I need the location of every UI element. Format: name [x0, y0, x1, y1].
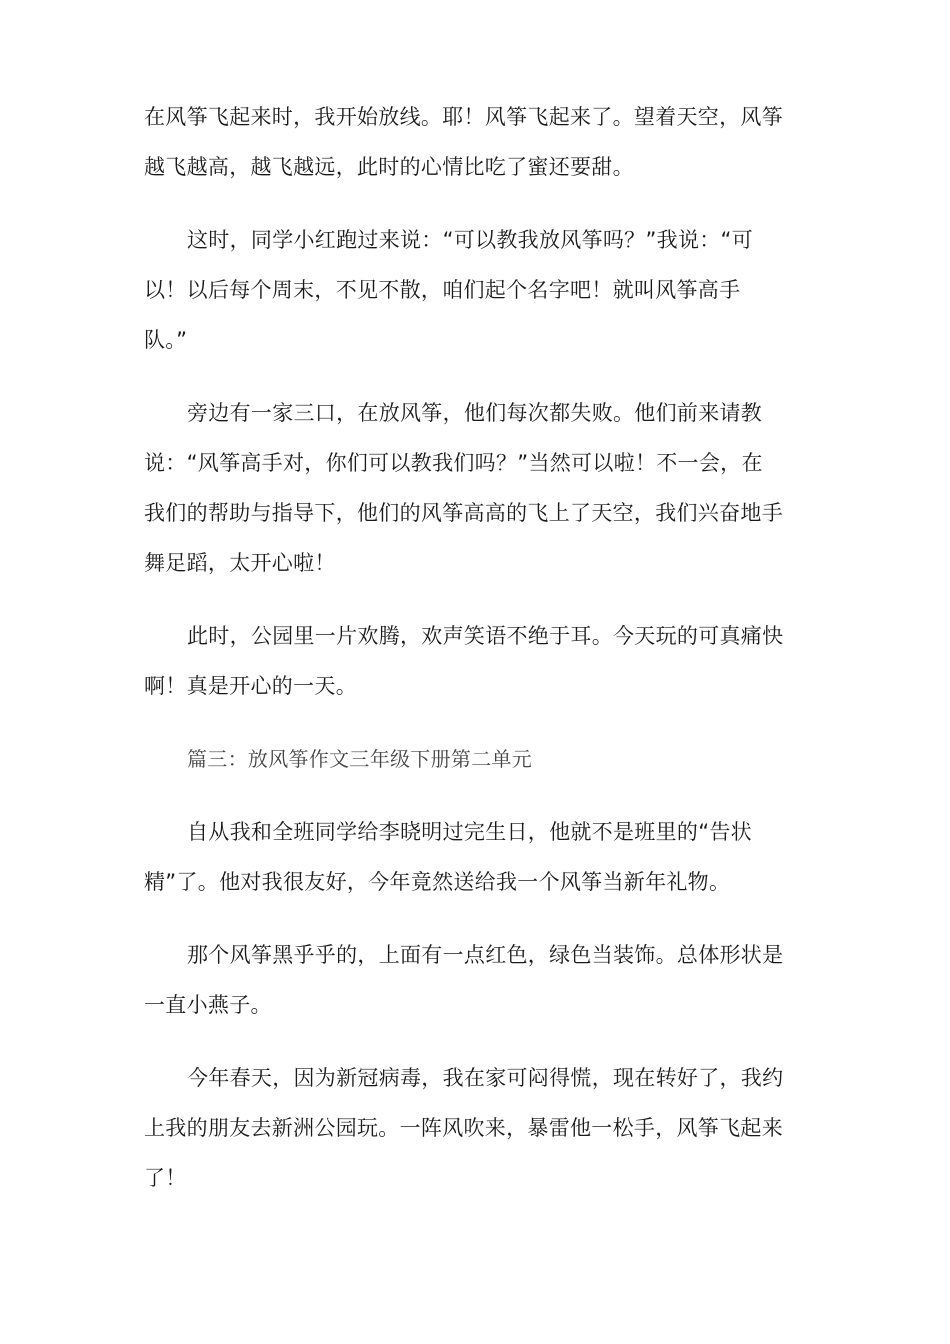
- paragraph-line: 在风筝飞起来时，我开始放线。耶！风筝飞起来了。望着天空，风筝: [144, 105, 783, 129]
- essay-part-three: [144, 807, 804, 1226]
- paragraph: [144, 611, 804, 711]
- paragraph-line: 那个风筝黑乎乎的，上面有一点红色，绿色当装饰。总体形状是: [187, 943, 784, 967]
- document-page: [144, 92, 804, 1226]
- paragraph-line: 越飞越高，越飞越远，此时的心情比吃了蜜还要甜。: [144, 155, 634, 179]
- section-heading: 篇三：放风筝作文三年级下册第二单元: [187, 747, 533, 771]
- paragraph-line: 舞足蹈，太开心啦！: [144, 551, 336, 575]
- paragraph-gap: [144, 1030, 804, 1053]
- paragraph-line: 一直小燕子。: [144, 993, 272, 1017]
- paragraph: [144, 215, 804, 365]
- paragraph-line: 精”了。他对我很友好，今年竟然送给我一个风筝当新年礼物。: [144, 870, 731, 894]
- paragraph-gap: [144, 588, 804, 611]
- paragraph-gap: [144, 1203, 804, 1226]
- paragraph-line: 啊！真是开心的一天。: [144, 674, 357, 698]
- paragraph-line: 说：“风筝高手对，你们可以教我们吗？”当然可以啦！不一会，在: [144, 451, 763, 475]
- heading-gap: [144, 784, 804, 807]
- paragraph-line: 这时，同学小红跑过来说：“可以教我放风筝吗？”我说：“可: [187, 228, 754, 252]
- paragraph-line: 自从我和全班同学给李晓明过完生日，他就不是班里的“告状: [187, 820, 752, 844]
- paragraph-line: 我们的帮助与指导下，他们的风筝高高的飞上了天空，我们兴奋地手: [144, 501, 783, 525]
- paragraph-gap: [144, 711, 804, 734]
- paragraph-line: 了！: [144, 1166, 187, 1190]
- paragraph-gap: [144, 365, 804, 388]
- paragraph-line: 上我的朋友去新洲公园玩。一阵风吹来，暴雷他一松手，风筝飞起来: [144, 1116, 783, 1140]
- paragraph: [144, 1053, 804, 1203]
- paragraph-gap: [144, 907, 804, 930]
- paragraph-line: 队。”: [144, 328, 188, 352]
- paragraph: [144, 92, 804, 192]
- paragraph-line: 今年春天，因为新冠病毒，我在家可闷得慌，现在转好了，我约: [187, 1066, 784, 1090]
- paragraph-line: 此时，公园里一片欢腾，欢声笑语不绝于耳。今天玩的可真痛快: [187, 624, 784, 648]
- paragraph-line: 旁边有一家三口，在放风筝，他们每次都失败。他们前来请教: [187, 401, 763, 425]
- paragraph: [144, 930, 804, 1030]
- essay-part-one: [144, 92, 804, 734]
- paragraph: [144, 807, 804, 907]
- paragraph: [144, 388, 804, 588]
- paragraph-gap: [144, 192, 804, 215]
- paragraph-line: 以！以后每个周末，不见不散，咱们起个名字吧！就叫风筝高手: [144, 278, 741, 302]
